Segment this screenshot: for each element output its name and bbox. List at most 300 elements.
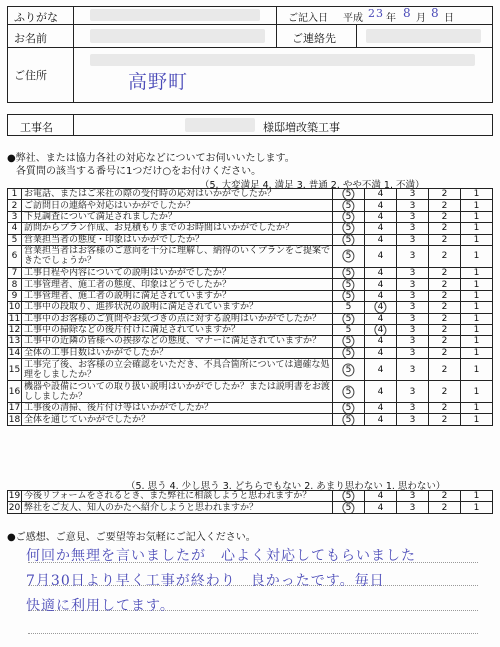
rating-value: 4 xyxy=(377,386,384,397)
rating-option-1[interactable] xyxy=(461,313,493,324)
rating-option-2[interactable] xyxy=(429,313,461,324)
redacted-name xyxy=(90,29,265,43)
rating-option-5[interactable] xyxy=(333,324,365,335)
question-row xyxy=(8,245,493,267)
rating-option-5[interactable] xyxy=(333,279,365,290)
era-label: 平成 xyxy=(343,13,363,24)
rating-option-1[interactable] xyxy=(461,200,493,211)
rating-option-3[interactable] xyxy=(397,381,429,403)
selected-rating-circle xyxy=(373,302,387,313)
rating-option-3[interactable] xyxy=(397,290,429,301)
rating-option-5[interactable] xyxy=(333,267,365,278)
rating-option-3[interactable] xyxy=(397,313,429,324)
rating-option-2[interactable] xyxy=(429,359,461,381)
rating-option-3[interactable] xyxy=(397,414,429,425)
rating-option-4[interactable] xyxy=(365,347,397,358)
rating-value: 3 xyxy=(409,502,416,513)
question-number: 7 xyxy=(8,267,22,278)
rating-option-1[interactable] xyxy=(461,502,493,513)
scale2-legend: （5. 思う 4. 少し思う 3. どちらでもない 2. あまり思わない 1. 思わない） xyxy=(126,481,446,492)
redacted-client xyxy=(185,118,255,132)
rating-value: 4 xyxy=(377,268,384,279)
question-number: 2 xyxy=(8,200,22,211)
rating-value: 3 xyxy=(409,414,416,425)
rating-option-1[interactable] xyxy=(461,245,493,267)
rating-value: 4 xyxy=(377,200,384,211)
rating-option-5[interactable] xyxy=(333,302,365,313)
rating-option-1[interactable] xyxy=(461,491,493,502)
address-label: ご住所 xyxy=(14,69,47,82)
rating-option-3[interactable] xyxy=(397,359,429,381)
rating-option-5[interactable] xyxy=(333,189,365,200)
rating-option-2[interactable] xyxy=(429,336,461,347)
rating-option-2[interactable] xyxy=(429,200,461,211)
comment-line-1: 何回か無理を言いましたが 心よく対応してもらいました xyxy=(26,548,416,564)
rating-value: 1 xyxy=(473,491,480,502)
contact-label: ご連絡先 xyxy=(292,32,336,45)
rating-option-1[interactable] xyxy=(461,223,493,234)
rating-value: 3 xyxy=(409,211,416,222)
rating-option-4[interactable] xyxy=(365,502,397,513)
row-divider xyxy=(7,47,493,48)
rating-option-4[interactable] xyxy=(365,189,397,200)
question-text: 工事中の掃除などの後片付けに満足されていますか？ xyxy=(22,324,333,335)
rating-value: 4 xyxy=(377,325,384,336)
rating-option-3[interactable] xyxy=(397,200,429,211)
rating-value: 1 xyxy=(473,302,480,313)
rating-value: 1 xyxy=(473,268,480,279)
rating-value: 3 xyxy=(409,313,416,324)
col-divider xyxy=(356,24,357,47)
comment-guide-line xyxy=(28,633,478,634)
rating-option-3[interactable] xyxy=(397,234,429,245)
rating-value: 2 xyxy=(441,189,448,200)
rating-option-2[interactable] xyxy=(429,279,461,290)
rating-option-3[interactable] xyxy=(397,324,429,335)
rating-option-4[interactable] xyxy=(365,211,397,222)
col-divider xyxy=(73,6,74,103)
rating-option-4[interactable] xyxy=(365,381,397,403)
rating-option-4[interactable] xyxy=(365,279,397,290)
rating-value: 1 xyxy=(473,279,480,290)
rating-option-2[interactable] xyxy=(429,211,461,222)
rating-option-1[interactable] xyxy=(461,234,493,245)
question-row xyxy=(8,347,493,358)
rating-option-5[interactable] xyxy=(333,223,365,234)
rating-option-1[interactable] xyxy=(461,336,493,347)
rating-value: 3 xyxy=(409,302,416,313)
rating-option-2[interactable] xyxy=(429,347,461,358)
question-row xyxy=(8,200,493,211)
rating-value: 5 xyxy=(345,414,352,425)
rating-option-1[interactable] xyxy=(461,211,493,222)
rating-option-4[interactable] xyxy=(365,302,397,313)
rating-option-3[interactable] xyxy=(397,223,429,234)
rating-option-5[interactable] xyxy=(333,211,365,222)
rating-option-4[interactable] xyxy=(365,414,397,425)
question-text: お電話、またはご来社の際の受付時の応対はいかがでしたか？ xyxy=(22,189,333,200)
selected-rating-circle xyxy=(341,313,355,324)
question-text: 弊社をご友人、知人のかたへ紹介しようと思われますか？ xyxy=(22,502,333,513)
rating-value: 1 xyxy=(473,325,480,336)
question-text: 訪問からプラン作成、お見積もりまでのお時間はいかがでしたか？ xyxy=(22,223,333,234)
question-number: 15 xyxy=(8,359,22,381)
address-value: 高野町 xyxy=(128,71,189,93)
rating-value: 2 xyxy=(441,290,448,301)
question-row xyxy=(8,403,493,414)
question-text: 営業担当者はお客様のご意向を十分に理解し、納得のいくプランをご提案できたでしょうか？ xyxy=(22,245,333,267)
rating-option-1[interactable] xyxy=(461,189,493,200)
day-value: 8 xyxy=(431,6,440,20)
rating-option-3[interactable] xyxy=(397,491,429,502)
date-label: ご記入日 xyxy=(288,13,328,24)
question-number: 13 xyxy=(8,336,21,347)
selected-rating-circle xyxy=(341,347,355,358)
rating-value: 5 xyxy=(345,279,352,290)
year-value: 23 xyxy=(368,7,384,20)
rating-value: 2 xyxy=(441,279,448,290)
intro-line2: 各質問の該当する番号に1つだけ○をお付けください。 xyxy=(16,166,262,177)
rating-option-2[interactable] xyxy=(429,403,461,414)
project-label: 工事名 xyxy=(20,121,53,134)
rating-value: 5 xyxy=(345,502,352,513)
question-row xyxy=(8,211,493,222)
rating-value: 4 xyxy=(377,290,384,301)
rating-option-2[interactable] xyxy=(429,223,461,234)
question-row xyxy=(8,189,493,200)
rating-option-1[interactable] xyxy=(461,414,493,425)
rating-option-4[interactable] xyxy=(365,200,397,211)
rating-option-2[interactable] xyxy=(429,302,461,313)
rating-option-4[interactable] xyxy=(365,245,397,267)
question-text: 機器や設備についての取り扱い説明はいかがでしたか？または説明書をお渡ししましたか？ xyxy=(22,381,333,403)
comments-label: ●ご感想、ご意見、ご要望等お気軽にご記入ください。 xyxy=(7,532,256,543)
rating-option-3[interactable] xyxy=(397,302,429,313)
rating-option-1[interactable] xyxy=(461,290,493,301)
rating-value: 4 xyxy=(377,251,384,262)
rating-value: 3 xyxy=(409,325,416,336)
question-text: 工事管理者、施工者の態度、印象はどうでしたか？ xyxy=(22,279,333,290)
question-row xyxy=(8,359,493,381)
rating-value: 5 xyxy=(345,347,352,358)
rating-option-5[interactable] xyxy=(333,381,365,403)
furigana-label: ふりがな xyxy=(14,11,58,24)
rating-option-4[interactable] xyxy=(365,403,397,414)
question-text: 今後リフォームをされるとき、また弊社に相談しようと思われますか？ xyxy=(22,491,333,502)
question-row xyxy=(8,267,493,278)
rating-value: 4 xyxy=(377,336,384,347)
month-unit: 月 xyxy=(416,13,426,24)
redacted-contact xyxy=(366,29,481,43)
question-text: 工事中のお客様のご質問やお気づきの点に対する説明はいかがでしたか？ xyxy=(22,313,333,324)
rating-value: 2 xyxy=(441,364,448,375)
rating-option-3[interactable] xyxy=(397,336,429,347)
selected-rating-circle xyxy=(341,223,355,234)
selected-rating-circle xyxy=(341,189,355,200)
col-divider xyxy=(276,6,277,47)
rating-option-5[interactable] xyxy=(333,290,365,301)
rating-value: 3 xyxy=(409,347,416,358)
rating-option-2[interactable] xyxy=(429,324,461,335)
rating-option-3[interactable] xyxy=(397,189,429,200)
rating-option-1[interactable] xyxy=(461,302,493,313)
rating-value: 1 xyxy=(473,336,480,347)
rating-value: 2 xyxy=(441,325,448,336)
question-number: 1 xyxy=(8,189,22,200)
rating-value: 5 xyxy=(345,336,352,347)
name-label: お名前 xyxy=(14,32,47,45)
question-row xyxy=(8,491,493,502)
question-row xyxy=(8,302,493,313)
rating-option-5[interactable] xyxy=(333,491,365,502)
rating-option-1[interactable] xyxy=(461,381,493,403)
question-number: 4 xyxy=(8,223,22,234)
rating-option-5[interactable] xyxy=(333,347,365,358)
rating-option-2[interactable] xyxy=(429,267,461,278)
comment-line-3: 快適に利用してます。 xyxy=(26,598,175,614)
rating-value: 3 xyxy=(409,268,416,279)
question-number: 10 xyxy=(8,302,21,313)
rating-option-3[interactable] xyxy=(397,245,429,267)
rating-option-1[interactable] xyxy=(461,403,493,414)
rating-value: 2 xyxy=(441,386,448,397)
question-text: 工事中の段取り、進捗状況の説明に満足されていますか？ xyxy=(22,302,333,313)
year-unit: 年 xyxy=(386,13,396,24)
rating-option-2[interactable] xyxy=(429,502,461,513)
rating-value: 1 xyxy=(473,313,480,324)
rating-value: 2 xyxy=(441,302,448,313)
row-divider xyxy=(7,24,493,25)
rating-option-1[interactable] xyxy=(461,347,493,358)
question-number: 20 xyxy=(8,502,21,513)
question-text: 工事完了後、お客様の立会確認をいただき、不具合箇所については適確な処理をしましたか？ xyxy=(22,359,333,381)
selected-rating-circle xyxy=(341,234,355,245)
rating-value: 2 xyxy=(441,414,448,425)
rating-value: 1 xyxy=(473,414,480,425)
rating-option-2[interactable] xyxy=(429,381,461,403)
selected-rating-circle xyxy=(341,403,355,414)
rating-value: 1 xyxy=(473,347,480,358)
rating-value: 5 xyxy=(345,403,352,414)
rating-option-3[interactable] xyxy=(397,211,429,222)
question-row xyxy=(8,279,493,290)
selected-rating-circle xyxy=(341,279,355,290)
rating-value: 2 xyxy=(441,313,448,324)
rating-option-2[interactable] xyxy=(429,414,461,425)
question-number: 3 xyxy=(8,211,22,222)
rating-option-3[interactable] xyxy=(397,502,429,513)
rating-value: 4 xyxy=(377,279,384,290)
rating-value: 2 xyxy=(441,223,448,234)
rating-option-5[interactable] xyxy=(333,414,365,425)
selected-rating-circle xyxy=(341,336,355,347)
selected-rating-circle xyxy=(341,200,355,211)
selected-rating-circle xyxy=(341,249,355,264)
question-row xyxy=(8,381,493,403)
rating-option-5[interactable] xyxy=(333,359,365,381)
rating-option-3[interactable] xyxy=(397,347,429,358)
question-row xyxy=(8,223,493,234)
rating-value: 4 xyxy=(377,364,384,375)
rating-option-2[interactable] xyxy=(429,189,461,200)
question-number: 14 xyxy=(8,347,21,358)
question-row xyxy=(8,414,493,425)
selected-rating-circle xyxy=(341,211,355,222)
question-row xyxy=(8,290,493,301)
rating-value: 3 xyxy=(409,386,416,397)
rating-option-4[interactable] xyxy=(365,234,397,245)
question-number: 5 xyxy=(8,234,22,245)
rating-option-4[interactable] xyxy=(365,491,397,502)
question-number: 18 xyxy=(8,414,21,425)
question-text: 工事管理者、施工者の説明に満足されていますか？ xyxy=(22,290,333,301)
rating-value: 2 xyxy=(441,336,448,347)
rating-value: 5 xyxy=(345,223,352,234)
question-row xyxy=(8,313,493,324)
rating-value: 2 xyxy=(441,234,448,245)
question-text: ご訪問日の連絡や対応はいかがでしたか？ xyxy=(22,200,333,211)
rating-option-3[interactable] xyxy=(397,403,429,414)
question-number: 16 xyxy=(8,381,22,403)
rating-value: 2 xyxy=(441,251,448,262)
question-number: 8 xyxy=(8,279,22,290)
rating-value: 5 xyxy=(345,290,352,301)
rating-value: 4 xyxy=(377,502,384,513)
month-value: 8 xyxy=(403,6,412,20)
selected-rating-circle xyxy=(341,290,355,301)
selected-rating-circle xyxy=(341,502,355,513)
col-divider xyxy=(73,114,74,136)
rating-option-4[interactable] xyxy=(365,359,397,381)
rating-option-5[interactable] xyxy=(333,313,365,324)
rating-value: 2 xyxy=(441,403,448,414)
rating-value: 5 xyxy=(345,268,352,279)
rating-value: 4 xyxy=(377,491,384,502)
rating-value: 5 xyxy=(345,189,352,200)
rating-value: 4 xyxy=(377,211,384,222)
rating-option-5[interactable] xyxy=(333,403,365,414)
rating-value: 2 xyxy=(441,200,448,211)
question-number: 17 xyxy=(8,403,21,414)
question-row xyxy=(8,502,493,513)
rating-value: 2 xyxy=(441,211,448,222)
rating-option-4[interactable] xyxy=(365,324,397,335)
rating-value: 4 xyxy=(377,189,384,200)
rating-value: 4 xyxy=(377,403,384,414)
rating-option-5[interactable] xyxy=(333,234,365,245)
question-row xyxy=(8,336,493,347)
comment-line-2: 7月30日より早く工事が終わり 良かったです。毎日 xyxy=(26,573,385,589)
rating-value: 4 xyxy=(377,302,384,313)
rating-value: 5 xyxy=(345,200,352,211)
rating-value: 1 xyxy=(473,189,480,200)
rating-option-5[interactable] xyxy=(333,336,365,347)
day-unit: 日 xyxy=(444,13,454,24)
rating-value: 3 xyxy=(409,251,416,262)
rating-option-2[interactable] xyxy=(429,245,461,267)
rating-option-4[interactable] xyxy=(365,223,397,234)
rating-value: 5 xyxy=(345,364,352,375)
rating-option-1[interactable] xyxy=(461,267,493,278)
rating-value: 5 xyxy=(345,325,352,336)
rating-value: 3 xyxy=(409,403,416,414)
rating-option-4[interactable] xyxy=(365,313,397,324)
rating-value: 1 xyxy=(473,403,480,414)
rating-option-5[interactable] xyxy=(333,200,365,211)
rating-option-1[interactable] xyxy=(461,324,493,335)
rating-value: 1 xyxy=(473,290,480,301)
question-text: 全体を通じていかがでしたか？ xyxy=(22,414,333,425)
question-text: 工事日程や内容についての説明はいかがでしたか？ xyxy=(22,267,333,278)
rating-value: 1 xyxy=(473,251,480,262)
question-text: 工事中の近隣の皆様への挨拶などの態度、マナーに満足されていますか？ xyxy=(22,336,333,347)
selected-rating-circle xyxy=(341,414,355,425)
rating-value: 2 xyxy=(441,347,448,358)
rating-value: 3 xyxy=(409,189,416,200)
selected-rating-circle xyxy=(341,491,355,502)
rating-value: 4 xyxy=(377,313,384,324)
selected-rating-circle xyxy=(341,267,355,278)
rating-value: 4 xyxy=(377,347,384,358)
questions-table-2 xyxy=(7,490,493,514)
rating-value: 3 xyxy=(409,491,416,502)
rating-option-2[interactable] xyxy=(429,234,461,245)
rating-value: 5 xyxy=(345,234,352,245)
rating-value: 4 xyxy=(377,414,384,425)
rating-value: 2 xyxy=(441,502,448,513)
question-number: 19 xyxy=(8,491,21,502)
question-text: 下見調査について満足されましたか？ xyxy=(22,211,333,222)
rating-value: 1 xyxy=(473,211,480,222)
selected-rating-circle xyxy=(373,324,387,335)
rating-value: 3 xyxy=(409,223,416,234)
scale-legend: （5. 大変満足 4. 満足 3. 普通 2. やや不満 1. 不満） xyxy=(200,180,425,191)
rating-option-4[interactable] xyxy=(365,290,397,301)
rating-value: 3 xyxy=(409,290,416,301)
rating-option-1[interactable] xyxy=(461,359,493,381)
rating-option-4[interactable] xyxy=(365,267,397,278)
project-value: 様邸増改築工事 xyxy=(263,121,340,134)
rating-option-5[interactable] xyxy=(333,245,365,267)
rating-value: 5 xyxy=(345,313,352,324)
rating-option-5[interactable] xyxy=(333,502,365,513)
rating-value: 4 xyxy=(377,223,384,234)
rating-value: 3 xyxy=(409,200,416,211)
redacted-furigana xyxy=(90,9,260,21)
rating-value: 3 xyxy=(409,234,416,245)
rating-value: 5 xyxy=(345,251,352,262)
question-row xyxy=(8,234,493,245)
rating-value: 1 xyxy=(473,234,480,245)
question-number: 9 xyxy=(8,290,22,301)
rating-value: 3 xyxy=(409,364,416,375)
rating-value: 1 xyxy=(473,223,480,234)
question-number: 12 xyxy=(8,325,21,336)
rating-option-2[interactable] xyxy=(429,491,461,502)
rating-value: 1 xyxy=(473,364,480,375)
rating-option-3[interactable] xyxy=(397,267,429,278)
rating-option-2[interactable] xyxy=(429,290,461,301)
rating-option-4[interactable] xyxy=(365,336,397,347)
rating-option-3[interactable] xyxy=(397,279,429,290)
rating-value: 5 xyxy=(345,302,352,313)
question-text: 全体の工事日数はいかがでしたか？ xyxy=(22,347,333,358)
question-text: 営業担当者の態度・印象はいかがでしたか？ xyxy=(22,234,333,245)
rating-value: 3 xyxy=(409,336,416,347)
rating-option-1[interactable] xyxy=(461,279,493,290)
rating-value: 3 xyxy=(409,279,416,290)
rating-value: 1 xyxy=(473,386,480,397)
